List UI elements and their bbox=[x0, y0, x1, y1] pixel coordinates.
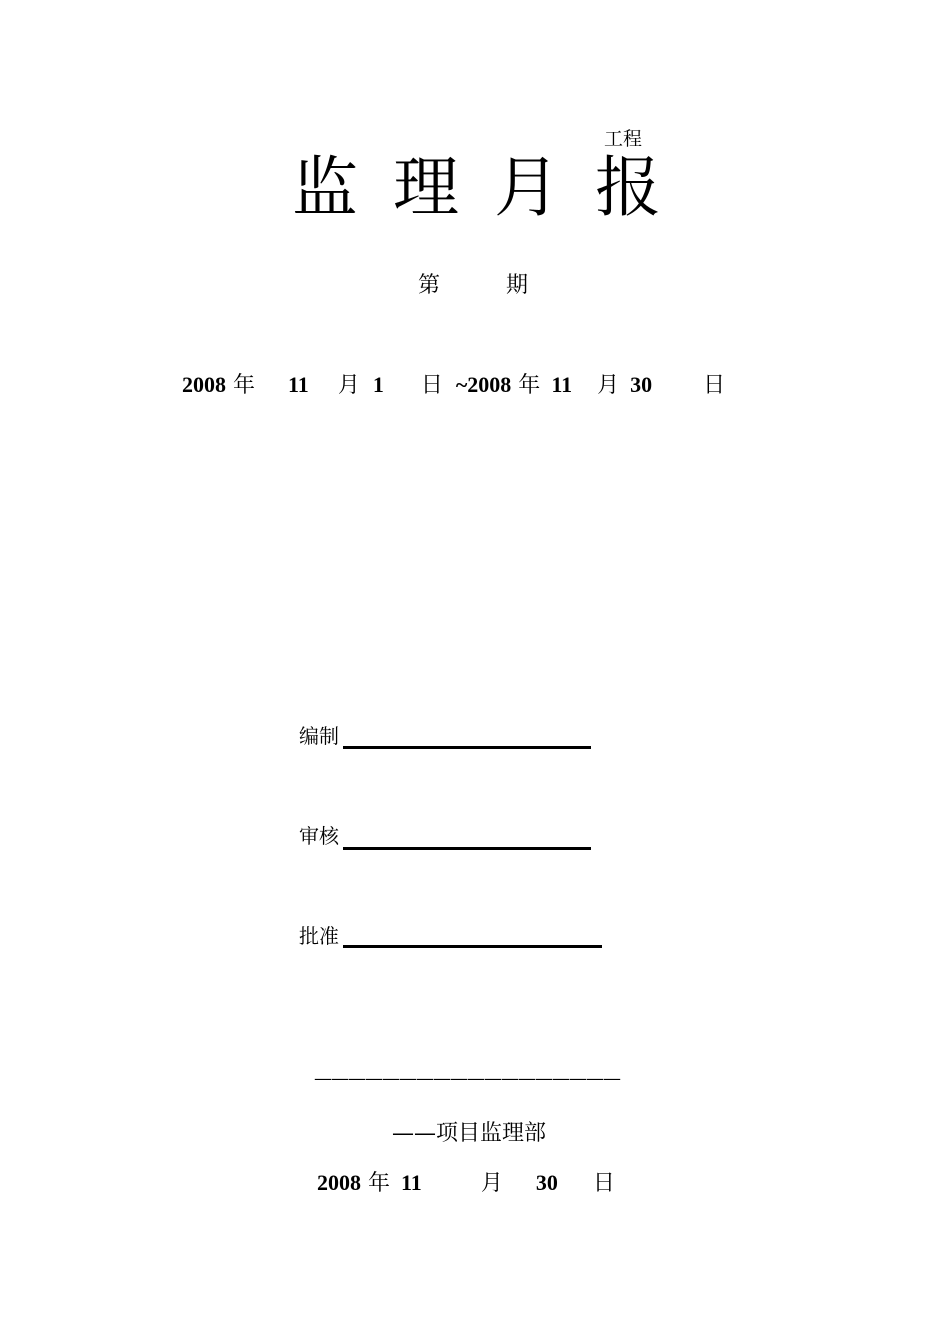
issue-day: 30 bbox=[535, 1170, 558, 1195]
issue-day-unit: 日 bbox=[592, 1171, 615, 1196]
end-month-unit: 月 bbox=[597, 373, 620, 398]
issue-month-unit: 月 bbox=[480, 1171, 503, 1196]
period-separator: ~ bbox=[455, 372, 468, 397]
start-year-unit: 年 bbox=[233, 373, 256, 398]
start-month-unit: 月 bbox=[337, 373, 360, 398]
report-period bbox=[182, 368, 725, 399]
compiled-by-line[interactable] bbox=[343, 746, 591, 749]
issue-number bbox=[418, 268, 528, 299]
end-month: 11 bbox=[551, 372, 573, 397]
approved-by-label: 批准 bbox=[299, 924, 339, 948]
end-day-unit: 日 bbox=[703, 373, 726, 398]
issue-year-unit: 年 bbox=[368, 1171, 391, 1196]
unit-name-blank: —————————————————— bbox=[314, 1068, 620, 1089]
page-title bbox=[292, 134, 696, 229]
title-char: 月 bbox=[494, 149, 560, 226]
reviewed-by-line[interactable] bbox=[343, 847, 591, 850]
issue-year: 2008 bbox=[317, 1170, 361, 1195]
start-day: 1 bbox=[372, 372, 384, 397]
title-char: 理 bbox=[393, 149, 459, 226]
issue-date bbox=[317, 1166, 615, 1197]
end-year-unit: 年 bbox=[518, 373, 541, 398]
title-char: 监 bbox=[292, 149, 358, 226]
start-month: 11 bbox=[288, 372, 309, 397]
end-day: 30 bbox=[630, 372, 653, 397]
end-year: 2008 bbox=[467, 372, 512, 397]
department-name: ——项目监理部 bbox=[392, 1121, 547, 1146]
start-day-unit: 日 bbox=[420, 373, 443, 398]
start-year: 2008 bbox=[182, 372, 226, 397]
reviewed-by-label: 审核 bbox=[299, 824, 339, 848]
project-kicker: 工程 bbox=[604, 128, 643, 150]
compiled-by-label: 编制 bbox=[299, 724, 339, 748]
issue-month: 11 bbox=[401, 1170, 422, 1195]
issue-suffix: 期 bbox=[506, 273, 529, 298]
approved-by-line[interactable] bbox=[343, 945, 602, 948]
title-char: 报 bbox=[595, 149, 661, 226]
issue-prefix: 第 bbox=[418, 273, 441, 298]
